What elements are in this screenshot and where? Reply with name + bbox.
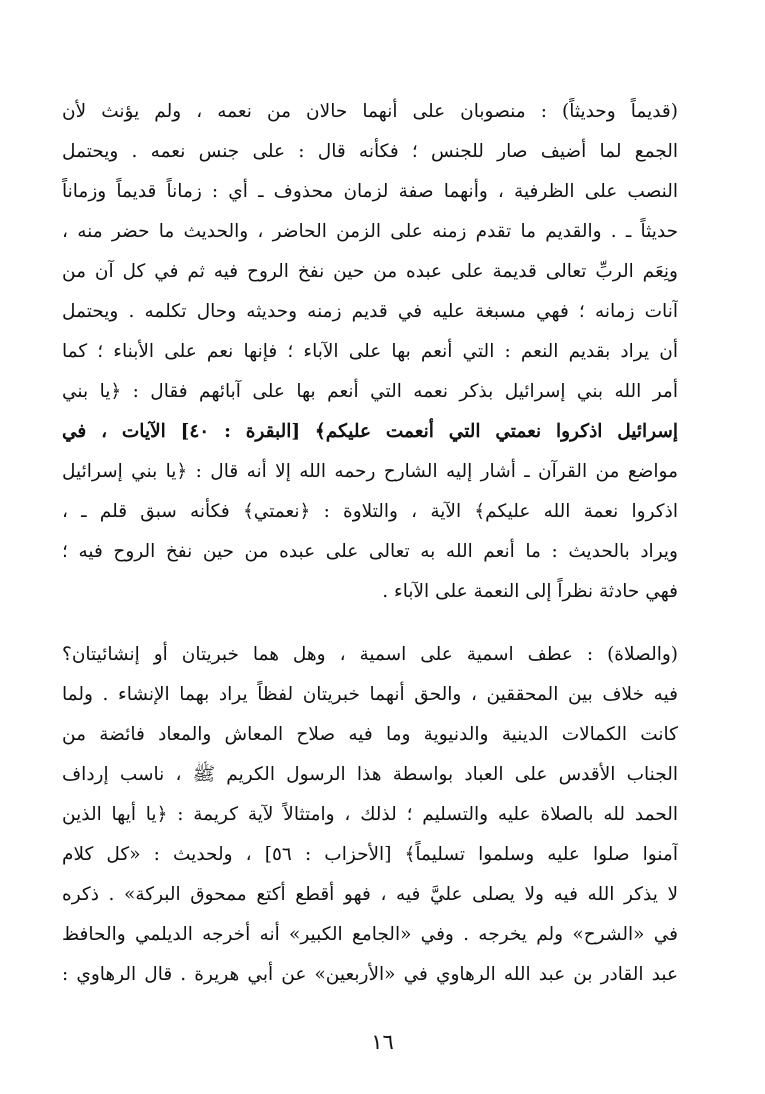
text-line: كانت الكمالات الدينية والدنيوية وما فيه صلاح المعاش والمعاد فائضة من: [62, 724, 678, 745]
text-line: فهي حادثة نظراً إلى النعمة على الآباء .: [382, 581, 678, 602]
text-line: (قديماً وحديثاً) : منصوبان على أنهما حالان من نعمه ، ولم يؤنث لأن: [62, 101, 678, 122]
text-line: لا يذكر الله فيه ولا يصلى عليَّ فيه ، فهو أقطع أكتع ممحوق البركة» . ذكره: [62, 884, 678, 905]
text-line: الجناب الأقدس على العباد بواسطة هذا الرسول الكريم ﷺ ، ناسب إرداف: [62, 764, 678, 785]
paragraph-qadiman-wa-hadithan: [62, 92, 678, 612]
text-line: حديثاً ـ . والقديم ما تقدم زمنه على الزمن الحاضر ، والحديث ما حضر منه ،: [62, 221, 678, 242]
text-line: النصب على الظرفية ، وأنهما صفة لزمان محذوف ـ أي : زماناً قديماً وزماناً: [62, 181, 678, 202]
text-line: آمنوا صلوا عليه وسلموا تسليماً﴾ [الأحزاب : ٥٦] ، ولحديث : «كل كلام: [62, 844, 678, 865]
text-line: مواضع من القرآن ـ أشار إليه الشارح رحمه الله إلا أنه قال : ﴿يا بني إسرائيل: [62, 461, 678, 482]
text-line: فيه خلاف بين المحققين ، والحق أنهما خبريتان لفظاً يراد بهما الإنشاء . ولما: [62, 684, 678, 705]
page-number: ١٦: [371, 1030, 394, 1054]
text-line: أمر الله بني إسرائيل بذكر نعمه التي أنعم بها على آبائهم فقال : ﴿يا بني: [62, 381, 678, 402]
text-line: آنات زمانه ؛ فهي مسبغة عليه في قديم زمنه وحديثه وحال تكلمه . ويحتمل: [62, 301, 678, 322]
text-line: اذكروا نعمة الله عليكم﴾ الآية ، والتلاوة : ﴿نعمتي﴾ فكأنه سبق قلم ـ ،: [62, 501, 678, 522]
text-line: أن يراد بقديم النعم : التي أنعم بها على الآباء ؛ فإنها نعم على الأبناء ؛ كما: [62, 341, 678, 362]
text-line: ونِعَم الربِّ تعالى قديمة على عبده من حين نفخ الروح فيه ثم في كل آن من: [62, 261, 678, 282]
text-line: عبد القادر بن عبد الله الرهاوي في «الأربعين» عن أبي هريرة . قال الرهاوي :: [62, 964, 678, 985]
text-line: ويراد بالحديث : ما أنعم الله به تعالى على عبده من حين نفخ الروح فيه ؛: [62, 541, 678, 562]
text-line: الجمع لما أضيف صار للجنس ؛ فكأنه قال : على جنس نعمه . ويحتمل: [62, 141, 678, 162]
text-line: الحمد لله بالصلاة عليه والتسليم ؛ لذلك ، وامتثالاً لآية كريمة : ﴿يا أيها الذين: [62, 804, 678, 825]
text-line: إسرائيل اذكروا نعمتي التي أنعمت عليكم﴾ [البقرة : ٤٠] الآيات ، في: [62, 421, 678, 442]
paragraph-wa-al-salat: [62, 635, 678, 995]
text-line: في «الشرح» ولم يخرجه . وفي «الجامع الكبير» أنه أخرجه الديلمي والحافظ: [62, 924, 678, 945]
text-line: (والصلاة) : عطف اسمية على اسمية ، وهل هما خبريتان أو إنشائيتان؟: [62, 644, 678, 665]
